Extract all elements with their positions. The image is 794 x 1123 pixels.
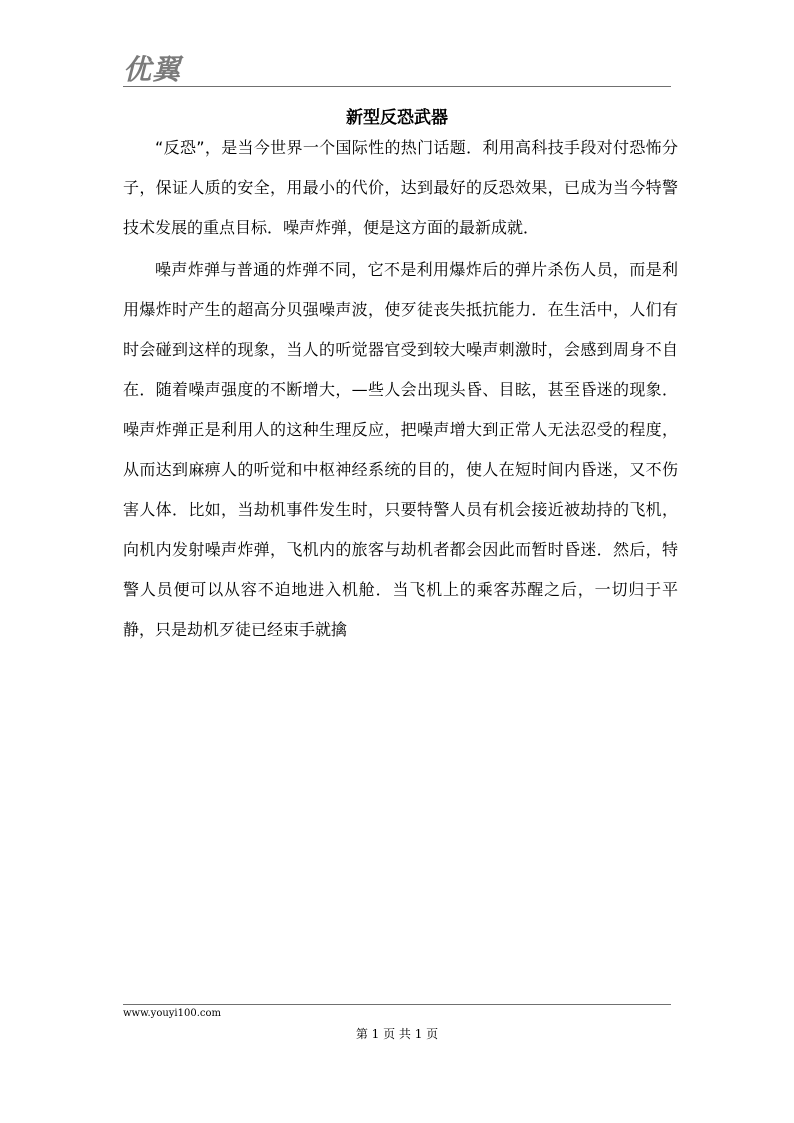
- page-number: 第 1 页 共 1 页: [355, 1027, 439, 1041]
- document-body: [123, 118, 678, 650]
- body-paragraph: 噪声炸弹与普通的炸弹不同，它不是利用爆炸后的弹片杀伤人员，而是利用爆炸时产生的超高分贝强噪声波，使歹徒丧失抵抗能力．在生活中，人们有时会碰到这样的现象，当人的听觉器官受到较大噪声刺激时，会感到周身不自在．随着噪声强度的不断增大，—些人会出现头昏、目眩，甚至昏迷的现象．噪声炸弹正是利用人的这种生理反应，把噪声增大到正常人无法忍受的程度，从而达到麻痹人的听觉和中枢神经系统的目的，使人在短时间内昏迷，又不伤害人体．比如，当劫机事件发生时，只要特警人员有机会接近被劫持的飞机，向机内发射噪声炸弹，飞机内的旅客与劫机者都会因此而暂时昏迷．然后，特警人员便可以从容不迫地进入机舱．当飞机上的乘客苏醒之后，一切归于平静，只是劫机歹徒已经束手就擒: [123, 260, 678, 639]
- footer-divider: [123, 1004, 671, 1005]
- header-divider: [123, 86, 671, 87]
- brand-logo: 优翼: [123, 53, 182, 86]
- footer-url: www.youyi100.com: [123, 1008, 221, 1019]
- body-paragraph: “反恐”，是当今世界一个国际性的热门话题．利用高科技手段对付恐怖分子，保证人质的安全，用最小的代价，达到最好的反恐效果，已成为当今特警技术发展的重点目标．噪声炸弹，便是这方面的最新成就．: [123, 138, 678, 237]
- document-title: 新型反恐武器: [346, 108, 448, 128]
